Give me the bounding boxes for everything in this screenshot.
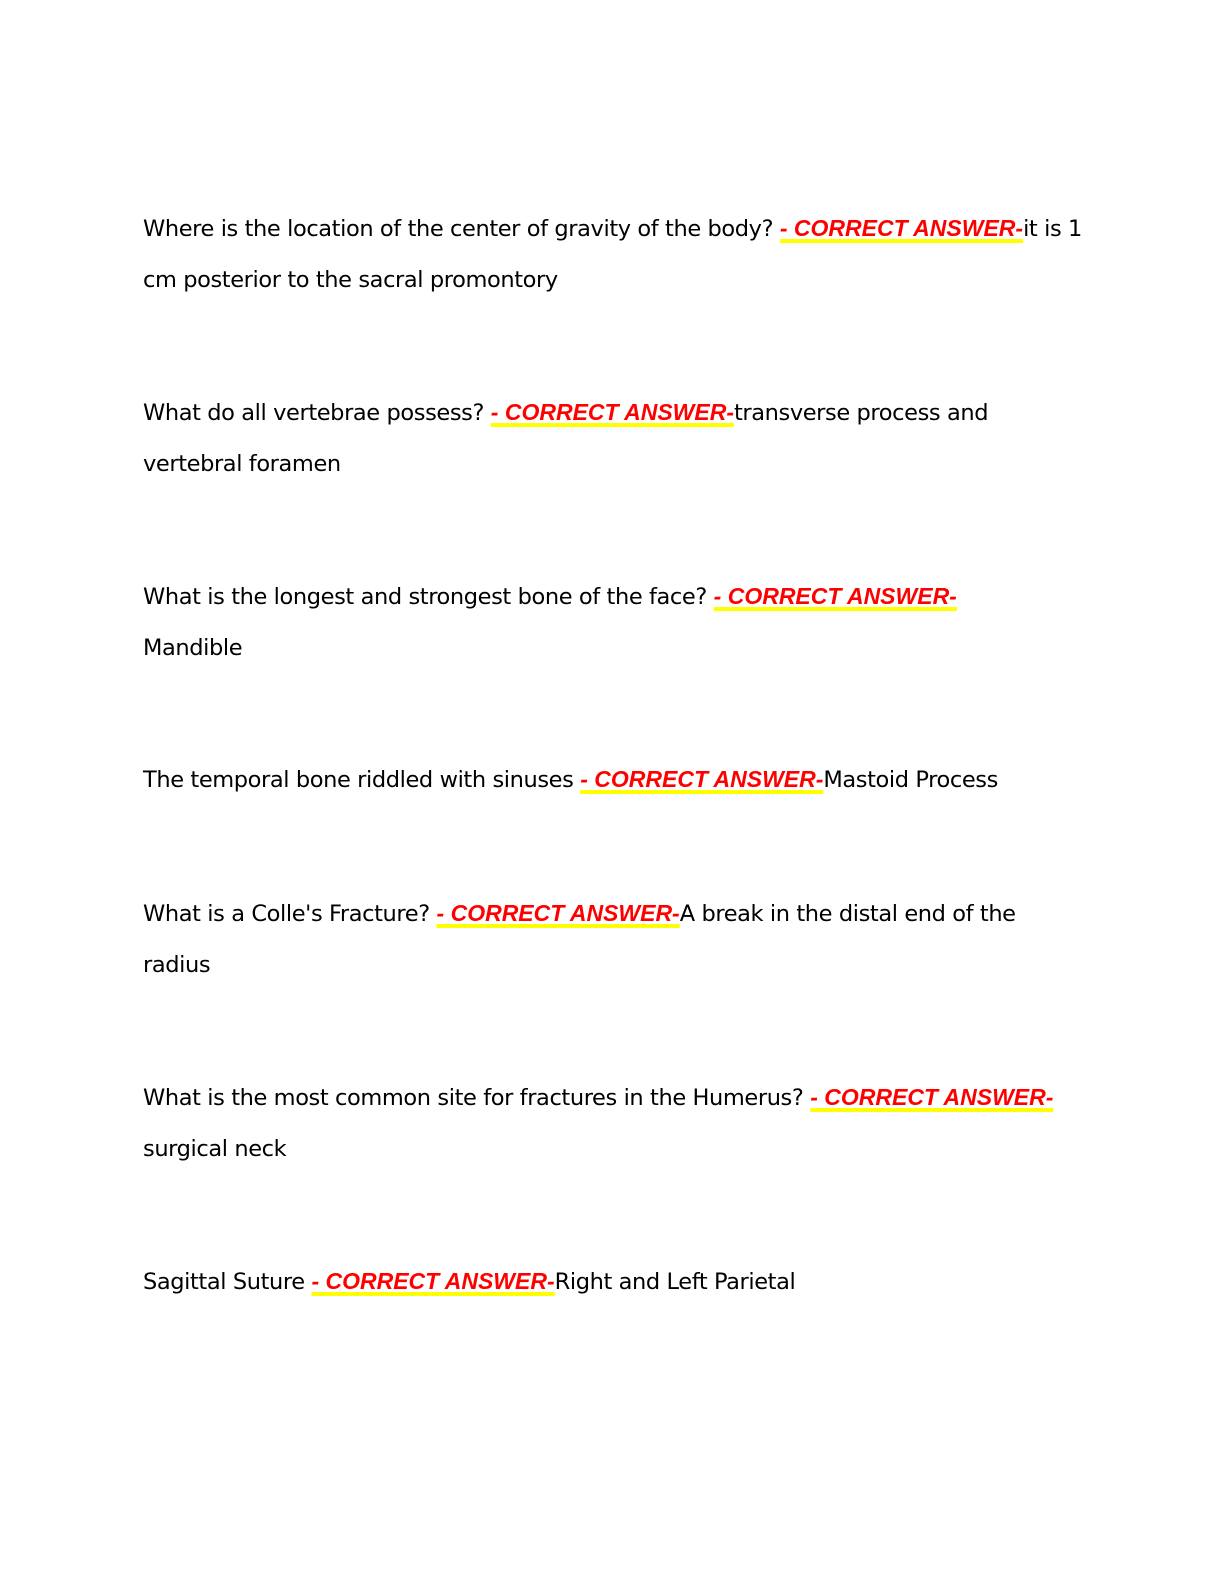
- correct-answer-marker: - CORRECT ANSWER-: [436, 900, 680, 926]
- answer-text: it is 1 cm posterior to the sacral promontory: [143, 216, 1082, 293]
- question-text: Sagittal Suture: [143, 1269, 305, 1295]
- qa-item: [143, 571, 1088, 674]
- qa-item: [143, 1072, 1088, 1175]
- answer-text: transverse process and vertebral foramen: [143, 400, 989, 477]
- answer-text: A break in the distal end of the radius: [143, 901, 1016, 978]
- qa-item: [143, 754, 1088, 806]
- question-text: Where is the location of the center of gravity of the body?: [143, 216, 774, 242]
- qa-item: [143, 387, 1088, 490]
- answer-text: Mandible: [143, 635, 243, 661]
- question-text: What is the longest and strongest bone of the face?: [143, 584, 707, 610]
- question-text: What is the most common site for fractures in the Humerus?: [143, 1085, 804, 1111]
- question-text: What do all vertebrae possess?: [143, 400, 485, 426]
- correct-answer-marker: - CORRECT ANSWER-: [311, 1268, 555, 1294]
- answer-text: Right and Left Parietal: [554, 1269, 796, 1295]
- question-text: The temporal bone riddled with sinuses: [143, 767, 574, 793]
- correct-answer-marker: - CORRECT ANSWER-: [810, 1084, 1054, 1110]
- correct-answer-marker: - CORRECT ANSWER-: [779, 215, 1024, 241]
- correct-answer-marker: - CORRECT ANSWER-: [580, 766, 824, 792]
- qa-item: [143, 1256, 1088, 1308]
- answer-text: Mastoid Process: [823, 767, 998, 793]
- answer-text: surgical neck: [143, 1136, 287, 1162]
- question-text: What is a Colle's Fracture?: [143, 901, 430, 927]
- correct-answer-marker: - CORRECT ANSWER-: [490, 399, 734, 425]
- correct-answer-marker: - CORRECT ANSWER-: [713, 583, 957, 609]
- qa-item: [143, 203, 1088, 306]
- qa-item: [143, 888, 1088, 991]
